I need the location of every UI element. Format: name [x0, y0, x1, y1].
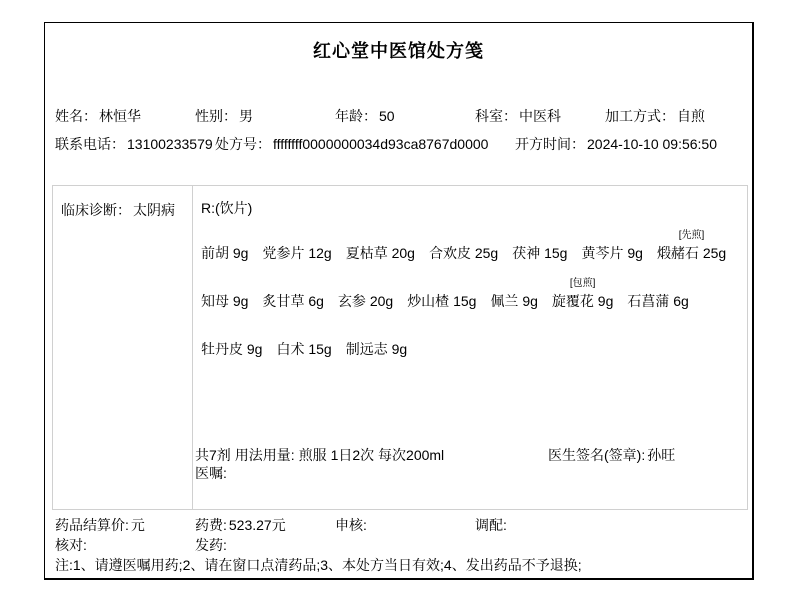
herb-item: 茯神 15g [512, 245, 568, 261]
total-doses: 共7剂 [195, 447, 231, 463]
herb-item: 白术 15g [276, 341, 332, 357]
review-field [335, 515, 369, 535]
dispense-label: 调配: [475, 517, 507, 533]
patient-phone-field [55, 134, 213, 154]
patient-age-value: 50 [379, 108, 395, 124]
medical-advice-label: 医嘱: [195, 465, 227, 481]
doctor-signature-name: 孙旺 [647, 447, 676, 463]
settle-price-value: 元 [130, 517, 145, 533]
rx-number-value: ffffffff0000000034d93ca8767d0000 [273, 136, 489, 152]
check-field [55, 535, 89, 555]
rx-time-label: 开方时间： [515, 136, 585, 152]
rx-header: R:(饮片) [201, 200, 253, 216]
herb-item: 夏枯草 20g [345, 245, 415, 261]
rx-time-field [515, 134, 717, 154]
patient-age-field [335, 106, 395, 126]
patient-info-row-2 [45, 134, 752, 152]
patient-age-label: 年龄： [335, 108, 377, 124]
settle-price-label: 药品结算价: [55, 517, 129, 533]
herb-item: 黄芩片 9g [581, 245, 643, 261]
footer-row-2 [45, 535, 752, 553]
decoction-note: [先煎] [678, 230, 705, 241]
herb-line [201, 339, 421, 359]
patient-gender-value: 男 [239, 108, 253, 124]
usage-label: 用法用量: [234, 447, 295, 463]
footer-row-1 [45, 515, 752, 533]
herb-item: 佩兰 9g [490, 293, 538, 309]
rx-number-field [215, 134, 488, 154]
diagnosis-value: 太阴病 [133, 202, 175, 218]
herb-item: 石菖蒲 6g [627, 293, 689, 309]
usage-value: 煎服 1日2次 每次200ml [298, 447, 445, 463]
diagnosis-field [61, 200, 186, 220]
doctor-signature-label: 医生签名(签章): [548, 447, 646, 463]
patient-dept-value: 中医科 [519, 108, 561, 124]
review-label: 申核: [335, 517, 367, 533]
medicine-fee-label: 药费: [195, 517, 227, 533]
medicine-fee-value: 523.27元 [228, 517, 286, 533]
usage-line [195, 445, 448, 465]
prescription-sheet [44, 22, 754, 580]
patient-dept-label: 科室： [475, 108, 517, 124]
patient-name-value: 林恒华 [99, 108, 141, 124]
herb-line [201, 230, 740, 263]
herb-item: 前胡 9g [201, 245, 249, 261]
patient-gender-label: 性别： [195, 108, 237, 124]
herb-item: 党参片 12g [262, 245, 332, 261]
patient-gender-field [195, 106, 253, 126]
settle-price-field [55, 515, 145, 535]
dispense-field [475, 515, 509, 535]
patient-phone-value: 13100233579 [127, 136, 213, 152]
herb-item: 知母 9g [201, 293, 249, 309]
herb-line [201, 278, 703, 311]
patient-name-field [55, 106, 141, 126]
patient-name-label: 姓名： [55, 108, 97, 124]
decoction-note: [包煎] [569, 278, 596, 289]
patient-phone-label: 联系电话： [55, 136, 125, 152]
herb-item: 合欢皮 25g [428, 245, 499, 261]
patient-process-value: 自煎 [677, 108, 705, 124]
patient-process-label: 加工方式： [605, 108, 675, 124]
rx-column-divider [192, 186, 193, 509]
issue-label: 发药: [195, 537, 227, 553]
footer-note: 注:1、请遵医嘱用药;2、请在窗口点清药品;3、本处方当日有效;4、发出药品不予退换; [55, 557, 582, 573]
doctor-signature-field [548, 445, 675, 465]
herb-item: 玄参 20g [337, 293, 394, 309]
issue-field [195, 535, 229, 555]
check-label: 核对: [55, 537, 87, 553]
diagnosis-label: 临床诊断： [61, 202, 131, 218]
patient-dept-field [475, 106, 561, 126]
medicine-fee-field [195, 515, 286, 535]
rx-box [52, 185, 748, 510]
herb-item: 炙甘草 6g [262, 293, 324, 309]
page-title: 红心堂中医馆处方笺 [313, 41, 484, 61]
herb-item: 旋覆花 9g [包煎] [552, 291, 613, 311]
rx-number-label: 处方号： [215, 136, 271, 152]
herb-item: 牡丹皮 9g [201, 341, 263, 357]
patient-process-field [605, 106, 705, 126]
rx-time-value: 2024-10-10 09:56:50 [587, 136, 717, 152]
patient-info-row-1 [45, 106, 752, 124]
herb-item: 制远志 9g [345, 341, 408, 357]
herb-item: 炒山楂 15g [407, 293, 477, 309]
herb-item: 煅赭石 25g [先煎] [657, 243, 726, 263]
